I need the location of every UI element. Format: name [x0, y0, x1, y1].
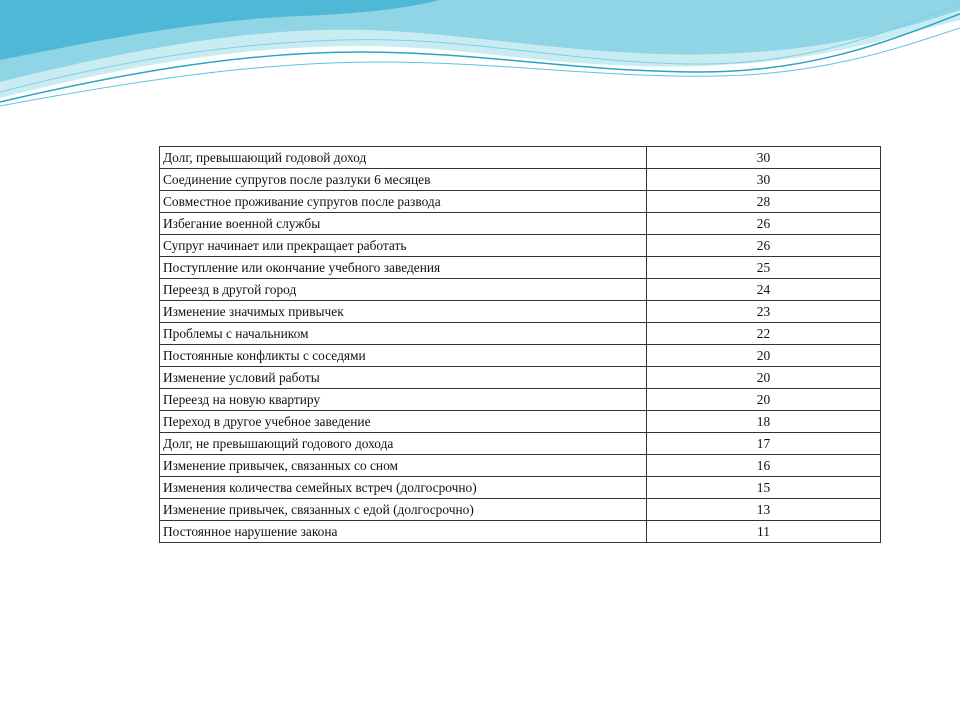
points-cell: 18: [647, 411, 881, 433]
points-cell: 20: [647, 389, 881, 411]
points-cell: 26: [647, 235, 881, 257]
table-row: [160, 433, 881, 455]
stress-events-table: [159, 146, 881, 543]
table-row: [160, 345, 881, 367]
table-row: [160, 455, 881, 477]
event-cell: Изменение привычек, связанных со сном: [160, 455, 647, 477]
table-row: [160, 389, 881, 411]
table-row: [160, 213, 881, 235]
table-row: [160, 191, 881, 213]
points-cell: 15: [647, 477, 881, 499]
table-row: [160, 147, 881, 169]
table-row: [160, 279, 881, 301]
event-cell: Переход в другое учебное заведение: [160, 411, 647, 433]
table-row: [160, 169, 881, 191]
points-cell: 13: [647, 499, 881, 521]
event-cell: Супруг начинает или прекращает работать: [160, 235, 647, 257]
event-cell: Изменение значимых привычек: [160, 301, 647, 323]
table-row: [160, 499, 881, 521]
event-cell: Долг, превышающий годовой доход: [160, 147, 647, 169]
table-row: [160, 301, 881, 323]
event-cell: Переезд в другой город: [160, 279, 647, 301]
decorative-wave-banner: [0, 0, 960, 130]
points-cell: 24: [647, 279, 881, 301]
points-cell: 20: [647, 345, 881, 367]
points-cell: 17: [647, 433, 881, 455]
event-cell: Постоянное нарушение закона: [160, 521, 647, 543]
points-cell: 16: [647, 455, 881, 477]
points-cell: 23: [647, 301, 881, 323]
event-cell: Долг, не превышающий годового дохода: [160, 433, 647, 455]
table-row: [160, 257, 881, 279]
event-cell: Соединение супругов после разлуки 6 месяцев: [160, 169, 647, 191]
event-cell: Изменение условий работы: [160, 367, 647, 389]
points-cell: 11: [647, 521, 881, 543]
table-row: [160, 521, 881, 543]
event-cell: Переезд на новую квартиру: [160, 389, 647, 411]
points-cell: 22: [647, 323, 881, 345]
table-row: [160, 323, 881, 345]
points-cell: 30: [647, 147, 881, 169]
event-cell: Совместное проживание супругов после развода: [160, 191, 647, 213]
stress-events-table-container: [159, 146, 881, 543]
table-row: [160, 235, 881, 257]
points-cell: 28: [647, 191, 881, 213]
table-body: [160, 147, 881, 543]
points-cell: 20: [647, 367, 881, 389]
event-cell: Изменения количества семейных встреч (долгосрочно): [160, 477, 647, 499]
points-cell: 25: [647, 257, 881, 279]
event-cell: Постоянные конфликты с соседями: [160, 345, 647, 367]
points-cell: 26: [647, 213, 881, 235]
table-row: [160, 477, 881, 499]
event-cell: Поступление или окончание учебного заведения: [160, 257, 647, 279]
points-cell: 30: [647, 169, 881, 191]
event-cell: Избегание военной службы: [160, 213, 647, 235]
table-row: [160, 411, 881, 433]
event-cell: Изменение привычек, связанных с едой (долгосрочно): [160, 499, 647, 521]
table-row: [160, 367, 881, 389]
event-cell: Проблемы с начальником: [160, 323, 647, 345]
